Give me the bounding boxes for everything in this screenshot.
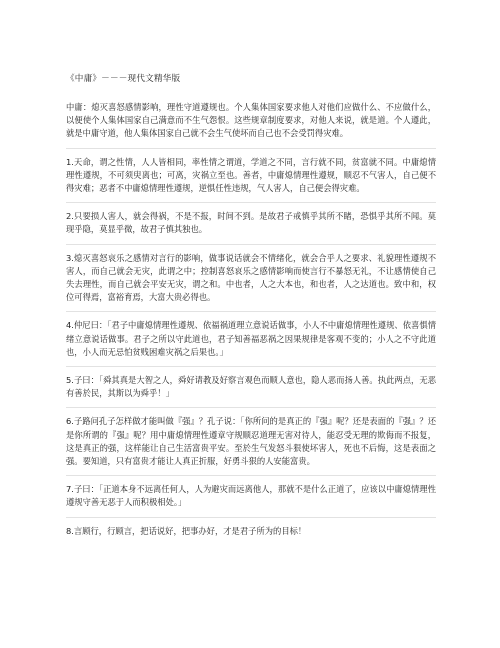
paragraph-7: 7.子曰：「正道本身不远离任何人，人为避灾而远离他人，那就不是什么正道了，应该以中庸熄情理性遵规守善无恶于人而积极相处。」 bbox=[66, 484, 436, 508]
paragraph-4: 4.仲尼曰：「君子中庸熄情理性遵规、依福祸道理立意说话做事，小人不中庸熄情理性遵规、依喜惧情绪立意说话做事。君子之所以守此道也，君子知善福恶祸之因果规律是客观不变的；小人之不守此道也，小人而无忌怕贫贱困难灾祸之后果也。」 bbox=[66, 320, 436, 357]
divider bbox=[66, 202, 436, 203]
document-title: 《中庸》－－－现代文精华版 bbox=[66, 74, 181, 84]
paragraph-2: 2.只要损人害人，就会得祸，不是不报，时间不到。是故君子戒慎乎其所不睹，恐惧乎其所不闻。莫现乎隐，莫显乎微，故君子慎其独也。 bbox=[66, 211, 436, 235]
divider bbox=[66, 148, 436, 149]
paragraph-1: 1.天命，谓之性情，人人皆相同，率性情之谓道，学道之不同，言行就不同，贫富就不同。中庸熄情理性遵规，不可须臾离也；可离，灾祸立至也。善者，中庸熄情理性遵规，顺忍不气害人，自己便不得灾难；恶者不中庸熄情理性遵规，逆惧任性违规，气人害人，自己便会得灾难。 bbox=[66, 156, 436, 194]
paragraph-3: 3.熄灭喜怒哀乐之感情对言行的影响，做事说话就会不情绪化，就会合乎人之要求、礼貌理性遵规不害人，而自己就会无灾，此谓之中；控制喜怒哀乐之感情影响而使言行不暴怒无礼，不让感情使自己失去理性，而自己就会平安无灾，谓之和。中也者，人之大本也，和也者，人之达道也。致中和，权位可得焉，富裕育焉，大富大贵必得也。 bbox=[66, 252, 436, 303]
paragraph-6: 6.子路问孔子怎样做才能叫做『强』？孔子说：「你所问的是真正的『强』呢？还是表面的『强』？还是你所谓的『强』呢？用中庸熄情理性遵章守规顺忍道理无害对待人，能忍受无理的欺侮而不报复，这是真正的强，这样能让自己生活富贵平安。至於生气发怒斗狠使坏害人，死也不后悔，这是表面之强。要知道，只有富贵才能让人真正折服，好勇斗狠的人安能富贵。 bbox=[66, 416, 436, 467]
divider bbox=[66, 366, 436, 367]
divider bbox=[66, 244, 436, 245]
divider bbox=[66, 311, 436, 312]
paragraph-5: 5.子曰：「舜其真是大智之人，舜好请教及好察言观色而顺人意也，隐人恶而扬人善。执此两点，无恶有善於民，其斯以为舜乎！」 bbox=[66, 375, 436, 399]
paragraph-intro: 中庸：熄灭喜怒感情影响，理性守道遵规也。个人集体国家要求他人对他们应做什么、不应做什么，以便使个人集体国家自己满意而不生气怨恨。这些规章制度要求，对他人来说，就是道。个人遵此，就是中庸守道，他人集体国家自己就不会生气使坏而自己也不会受罚得灾难。 bbox=[66, 102, 436, 139]
document-page bbox=[66, 73, 436, 538]
divider bbox=[66, 517, 436, 518]
divider bbox=[66, 407, 436, 408]
paragraph-8: 8.言顾行，行顾言，把话说好，把事办好，才是君子所为的目标！ bbox=[66, 525, 307, 536]
divider bbox=[66, 475, 436, 476]
